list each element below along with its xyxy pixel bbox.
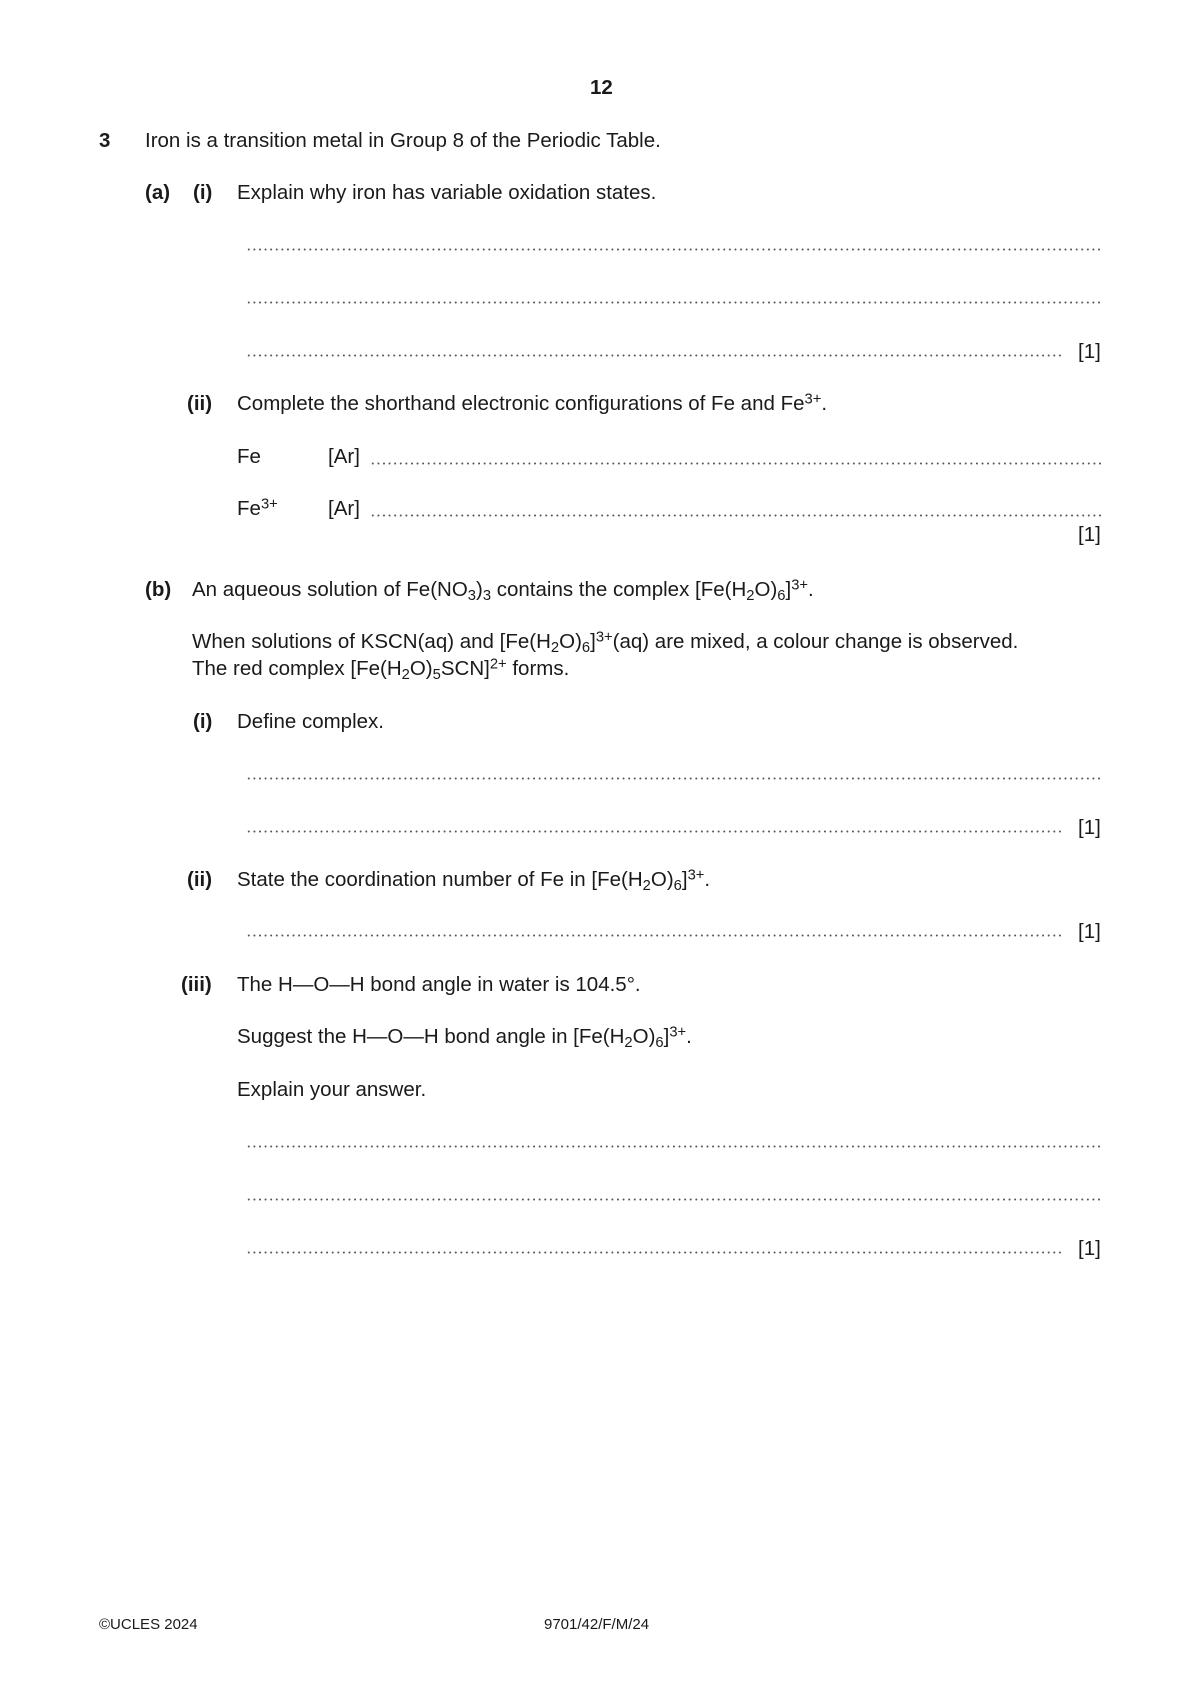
part-a-label: (a) <box>145 181 171 204</box>
mark-allocation: [1] <box>1078 523 1101 546</box>
part-a-i-label: (i) <box>193 181 213 204</box>
part-b-iii-text1: The H—O—H bond angle in water is 104.5°. <box>237 973 641 996</box>
mark-allocation: [1] <box>1078 340 1101 363</box>
part-b-paragraph-line2: The red complex $[Fe(H_2O)_5SCN]^{2+}$ forms. <box>192 656 570 684</box>
part-b-iii-label: (iii) <box>181 973 212 996</box>
part-b-iii-text2: Suggest the H—O—H bond angle in $[Fe(H_2O)_6]^{3+}$. <box>237 1024 692 1052</box>
answer-line[interactable] <box>246 1251 1062 1254</box>
paper-code-footer: 9701/42/F/M/24 <box>544 1616 650 1633</box>
answer-line[interactable] <box>246 354 1062 357</box>
part-b-label: (b) <box>145 578 172 601</box>
ar-core-label: [Ar] <box>328 497 360 520</box>
part-b-iii-text3: Explain your answer. <box>237 1078 427 1101</box>
fe3-label: $Fe^{3+}$ <box>237 496 278 520</box>
fe-label: Fe <box>237 445 261 468</box>
part-a-i-text: Explain why iron has variable oxidation states. <box>237 181 657 204</box>
ar-core-label: [Ar] <box>328 445 360 468</box>
answer-line[interactable] <box>246 248 1102 251</box>
question-number: 3 <box>99 129 111 152</box>
question-stem: Iron is a transition metal in Group 8 of the Periodic Table. <box>145 129 661 152</box>
answer-line[interactable] <box>246 934 1062 937</box>
part-b-ii-label: (ii) <box>187 868 213 891</box>
answer-line[interactable] <box>246 301 1102 304</box>
mark-allocation: [1] <box>1078 816 1101 839</box>
answer-line[interactable] <box>370 462 1102 465</box>
part-b-paragraph-line1: When solutions of KSCN(aq) and $[Fe(H_2O)_6]^{3+}(aq)$ are mixed, a colour change is observed. <box>192 629 1019 657</box>
answer-line[interactable] <box>246 1145 1102 1148</box>
mark-allocation: [1] <box>1078 1237 1101 1260</box>
part-b-intro: An aqueous solution of $Fe(NO_3)_3$ contains the complex $[Fe(H_2O)_6]^{3+}$. <box>192 577 814 605</box>
part-a-ii-text: Complete the shorthand electronic configurations of Fe and $Fe^{3+}$. <box>237 391 828 415</box>
copyright-footer: ©UCLES 2024 <box>99 1616 198 1633</box>
answer-line[interactable] <box>370 514 1102 517</box>
part-b-i-text: Define complex. <box>237 710 384 733</box>
part-b-i-label: (i) <box>193 710 213 733</box>
page-number: 12 <box>590 76 613 99</box>
answer-line[interactable] <box>246 1198 1102 1201</box>
answer-line[interactable] <box>246 777 1102 780</box>
part-a-ii-label: (ii) <box>187 392 213 415</box>
answer-line[interactable] <box>246 830 1062 833</box>
part-b-ii-text: State the coordination number of Fe in $[Fe(H_2O)_6]^{3+}$. <box>237 867 711 895</box>
mark-allocation: [1] <box>1078 920 1101 943</box>
